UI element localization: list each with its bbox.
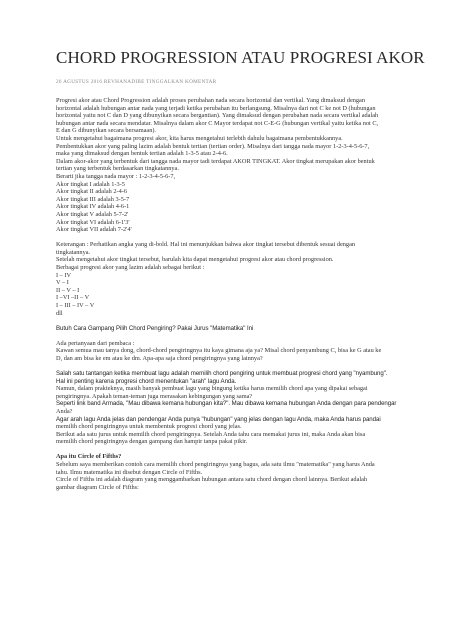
- text-line: pengiringnya. Apakah teman-teman juga merasakan kebingungan yang sama?: [56, 392, 253, 400]
- chord-degree-line: Akor tingkat V adalah 5-7-2': [56, 210, 129, 218]
- progression-item: II – V – I: [56, 286, 80, 294]
- text-line: Berikut ada satu jurus untuk memilih chord pengiringnya. Setelah Anda tahu cara memakai jurus ini, maka Anda akan bisa: [56, 430, 366, 438]
- paragraph-progressions: [56, 241, 422, 317]
- progression-item: I – IV: [56, 271, 72, 279]
- section-heading: [56, 325, 422, 333]
- article-body: [56, 97, 422, 499]
- text-line: Namun, dalam prakteknya, masih banyak pembuat lagu yang bingung ketika harus memilih chord apa yang dipakai sebagai: [56, 385, 368, 393]
- text-line: hubungan antar nada secara mendatar. Misalnya dalam akor C Mayor terdapat not C-E-G (hubungan vertikal yaitu ketika not C,: [56, 119, 379, 127]
- text-line: Agar arah lagu Anda jelas dan pendengar Anda punya "hubungan" yang jelas dengan lagu Anda, maka Anda harus pandai: [56, 415, 381, 423]
- text-line: Anda?: [56, 407, 73, 415]
- text-line: Pembentukkan akor yang paling lazim adalah bentuk tertian (tertian order). Misalnya dari tangga nada mayor 1-2-3-4-5-6-7,: [56, 142, 370, 150]
- post-meta: 26 AGUSTUS 2016 REVHANADIBE TINGGALKAN KOMENTAR: [56, 79, 217, 85]
- text-line: tahu. Ilmu matematika ini disebut dengan Circle of Fifths.: [56, 468, 203, 476]
- reader-question: [56, 340, 422, 363]
- paragraph-intro: [56, 97, 422, 234]
- text-line: Dalam akor-akor yang terbentuk dari tangga nada mayor tadi terdapat AKOR TINGKAT. Akor tingkat merupakan akor bentuk: [56, 157, 375, 165]
- text-line: D, dan am bisa ke em atau ke dm. Apa-apa saja chord pengiringnya yang lainnya?: [56, 354, 263, 362]
- page-title: CHORD PROGRESSION ATAU PROGRESI AKOR: [56, 48, 425, 67]
- text-line: Circle of Fifths ini adalah diagram yang menggambarkan hubungan antara satu chord dengan chord lainnya. Berikut adalah: [56, 476, 368, 484]
- text-line: tingkatannya.: [56, 248, 91, 256]
- progression-item: dll: [56, 309, 63, 317]
- text-line: Untuk mengetahui bagaimana progresi akor, kita harus mengetahui terlebih dahulu bagaimana pembentukkannya.: [56, 134, 343, 142]
- text-line: Salah satu tantangan ketika membuat lagu adalah memilih chord pengiring untuk membuat progresi chord yang "nyambung".: [56, 370, 388, 377]
- chord-degree-line: Akor tingkat I adalah 1-3-5: [56, 180, 125, 188]
- text-line: Kawan semua mau tanya dong, chord-chord pengiringnya itu kaya gimana aja ya? Misal chord penyambung C, bisa ke G atau ke: [56, 347, 382, 355]
- text-line: Berbagai progresi akor yang lazim adalah sebagai berikut :: [56, 263, 205, 271]
- text-line: horizontal yaitu not C dan D yang dibunyikan secara bergantian). Yang dimaksud dengan perubahan nada secara vertikal adalah: [56, 112, 379, 120]
- subheading: Apa itu Circle of Fifths?: [56, 453, 122, 461]
- text-line: Ada pertanyaan dari pembaca :: [56, 339, 135, 347]
- text-line: Berarti jika tangga nada mayor : 1-2-3-4-5-6-7,: [56, 172, 176, 180]
- paragraph-answer: [56, 370, 422, 446]
- text-line: Setelah mengetahui akor tingkat tersebut, barulah kita dapat mengetahui progresi akor atau chord progression.: [56, 256, 334, 264]
- chord-degree-line: Akor tingkat IV adalah 4-6-1: [56, 203, 130, 211]
- text-line: Sebelum saya memberikan contoh cara memilih chord pengiringnya yang bagus, ada satu ilmu "matematika" yang harus Anda: [56, 461, 375, 469]
- text-line: gambar diagram Circle of Fifths:: [56, 483, 139, 491]
- section-heading-text: Butuh Cara Gampang Pilih Chord Pengiring? Pakai Jurus "Matematika" Ini: [56, 324, 254, 332]
- progression-item: I – III – IV – V: [56, 301, 95, 309]
- text-line: Progresi akor atau Chord Progression adalah proses perubahan nada secara horizontal dan vertikal. Yang dimaksud dengan: [56, 97, 365, 104]
- text-line: Hal ini penting karena progresi chord menentukan "arah" lagu Anda.: [56, 377, 237, 385]
- paragraph-circle-of-fifths: [56, 453, 422, 491]
- chord-degree-line: Akor tingkat VI adalah 6-1'3': [56, 218, 130, 226]
- progression-item: I –VI –II – V: [56, 294, 90, 302]
- text-line: maka yang dimaksud dengan bentuk tertian adalah 1-3-5 atau 2-4-6.: [56, 150, 228, 158]
- chord-degree-line: Akor tingkat II adalah 2-4-6: [56, 188, 127, 196]
- text-line: E dan G dibunyikan secara bersamaan).: [56, 127, 157, 135]
- chord-degree-line: Akor tingkat III adalah 3-5-7: [56, 195, 130, 203]
- text-line: memilih chord pengiringnya untuk membentuk progresi chord yang jelas.: [56, 423, 242, 431]
- chord-degree-line: Akor tingkat VII adalah 7-2'4': [56, 226, 132, 234]
- progression-item: V – I: [56, 279, 69, 287]
- text-line: memilih chord pengiringnya dengan gampang dan hampir tanpa pakai pikir.: [56, 438, 248, 446]
- text-line: Seperti link band Armada, "Mau dibawa kemana hubungan kita?". Mau dibawa kemana hubungan Anda dengan para pendengar: [56, 400, 397, 408]
- text-line: Keterangan : Perhatikan angka yang di-bold. Hal ini menunjukkan bahwa akor tingkat tersebut dibentuk sesuai dengan: [56, 241, 356, 249]
- text-line: horizontal adalah hubungan antar nada yang terjadi ketika perubahan itu berlangsung. Misalnya dari not C ke not D (hubungan: [56, 104, 376, 112]
- text-line: tertian yang terbentuk berdasarkan tingkatannya.: [56, 165, 179, 173]
